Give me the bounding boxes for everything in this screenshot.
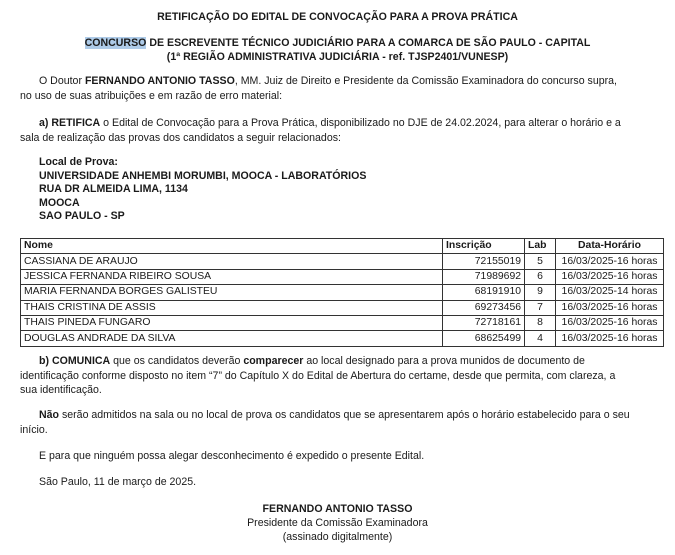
nao-bold: Não [39, 409, 60, 421]
comunica-bold: comparecer [243, 355, 304, 367]
table-row [21, 315, 664, 330]
table-row [21, 269, 664, 284]
cell-name: MARIA FERNANDA BORGES GALISTEU [21, 285, 443, 300]
cell-lab: 4 [525, 331, 556, 346]
subtitle-text: DE ESCREVENTE TÉCNICO JUDICIÁRIO PARA A COMARCA DE SÃO PAULO - CAPITAL [146, 37, 591, 49]
cell-date: 16/03/2025-16 horas [556, 315, 664, 330]
table-header-row [21, 239, 664, 254]
table-row [21, 331, 664, 346]
candidates-table [20, 238, 664, 347]
admission-text: serão admitidos na sala ou no local de prova os candidatos que se apresentarem após o horário estabelecido para o seu [59, 409, 630, 421]
cell-name: JESSICA FERNANDA RIBEIRO SOUSA [21, 269, 443, 284]
intro-text-cont: , MM. Juiz de Direito e Presidente da Comissão Examinadora do concurso supra, [234, 75, 617, 87]
cell-date: 16/03/2025-16 horas [556, 269, 664, 284]
cell-lab: 8 [525, 315, 556, 330]
intro-text: O Doutor [39, 75, 85, 87]
table-row [21, 300, 664, 315]
signer-name: FERNANDO ANTONIO TASSO [262, 503, 413, 515]
date-line: São Paulo, 11 de março de 2025. [39, 476, 197, 488]
judge-name: FERNANDO ANTONIO TASSO [84, 75, 235, 87]
cell-name: CASSIANA DE ARAUJO [21, 254, 443, 269]
cell-inscricao: 72155019 [443, 254, 525, 269]
retifica-line2: sala de realização das provas dos candidatos a seguir relacionados: [20, 131, 341, 144]
retifica-text: o Edital de Convocação para a Prova Prática, disponibilizado no DJE de 24.02.2024, para alterar o horário e a [100, 117, 621, 129]
comunica-text: que os candidatos deverão [110, 355, 244, 367]
closing-paragraph: E para que ninguém possa alegar desconhecimento é expedido o presente Edital. [39, 450, 425, 462]
location-line: SAO PAULO - SP [39, 210, 125, 222]
cell-name: THAIS PINEDA FUNGARO [21, 315, 443, 330]
comunica-text-cont: ao local designado para a prova munidos de documento de [303, 355, 585, 367]
location-label: Local de Prova: [39, 156, 118, 168]
retifica-label: a) RETIFICA [39, 117, 101, 129]
cell-inscricao: 69273456 [443, 300, 525, 315]
column-header-lab: Lab [525, 239, 556, 254]
table-row [21, 285, 664, 300]
cell-inscricao: 72718161 [443, 315, 525, 330]
intro-line2: no uso de suas atribuições e em razão de erro material: [20, 89, 283, 102]
table-row [21, 254, 664, 269]
intro-paragraph [20, 74, 663, 103]
cell-inscricao: 71989692 [443, 269, 525, 284]
location-line: RUA DR ALMEIDA LIMA, 1134 [39, 183, 188, 195]
cell-lab: 6 [525, 269, 556, 284]
admission-line2: início. [20, 423, 48, 436]
column-header-name: Nome [21, 239, 443, 254]
comunica-label: b) COMUNICA [39, 355, 111, 367]
exam-location [39, 156, 366, 224]
cell-inscricao: 68191910 [443, 285, 525, 300]
document-subtitle [0, 37, 675, 49]
cell-lab: 5 [525, 254, 556, 269]
signature-block [0, 502, 675, 544]
cell-inscricao: 68625499 [443, 331, 525, 346]
highlighted-word: CONCURSO [84, 37, 147, 49]
comunica-paragraph [20, 354, 663, 398]
column-header-inscricao: Inscrição [443, 239, 525, 254]
comunica-line2: identificação conforme disposto no item “7” do Capítulo X do Edital de Abertura do certame, desde que permita, com clareza, a [20, 369, 616, 382]
signature-note: (assinado digitalmente) [282, 531, 393, 543]
document-subtitle-ref: (1ª REGIÃO ADMINISTRATIVA JUDICIÁRIA - ref. TJSP2401/VUNESP) [166, 51, 509, 63]
column-header-date: Data-Horário [556, 239, 664, 254]
location-line: MOOCA [39, 196, 80, 209]
location-line: UNIVERSIDADE ANHEMBI MORUMBI, MOOCA - LABORATÓRIOS [39, 169, 367, 182]
signer-role: Presidente da Comissão Examinadora [247, 517, 428, 529]
cell-date: 16/03/2025-16 horas [556, 300, 664, 315]
cell-lab: 7 [525, 300, 556, 315]
cell-date: 16/03/2025-14 horas [556, 285, 664, 300]
retifica-paragraph [20, 116, 663, 145]
document-title: RETIFICAÇÃO DO EDITAL DE CONVOCAÇÃO PARA A PROVA PRÁTICA [157, 11, 518, 23]
cell-name: THAIS CRISTINA DE ASSIS [21, 300, 443, 315]
cell-name: DOUGLAS ANDRADE DA SILVA [21, 331, 443, 346]
cell-date: 16/03/2025-16 horas [556, 331, 664, 346]
admission-paragraph [20, 408, 663, 437]
cell-date: 16/03/2025-16 horas [556, 254, 664, 269]
comunica-line3: sua identificação. [20, 384, 102, 396]
cell-lab: 9 [525, 285, 556, 300]
